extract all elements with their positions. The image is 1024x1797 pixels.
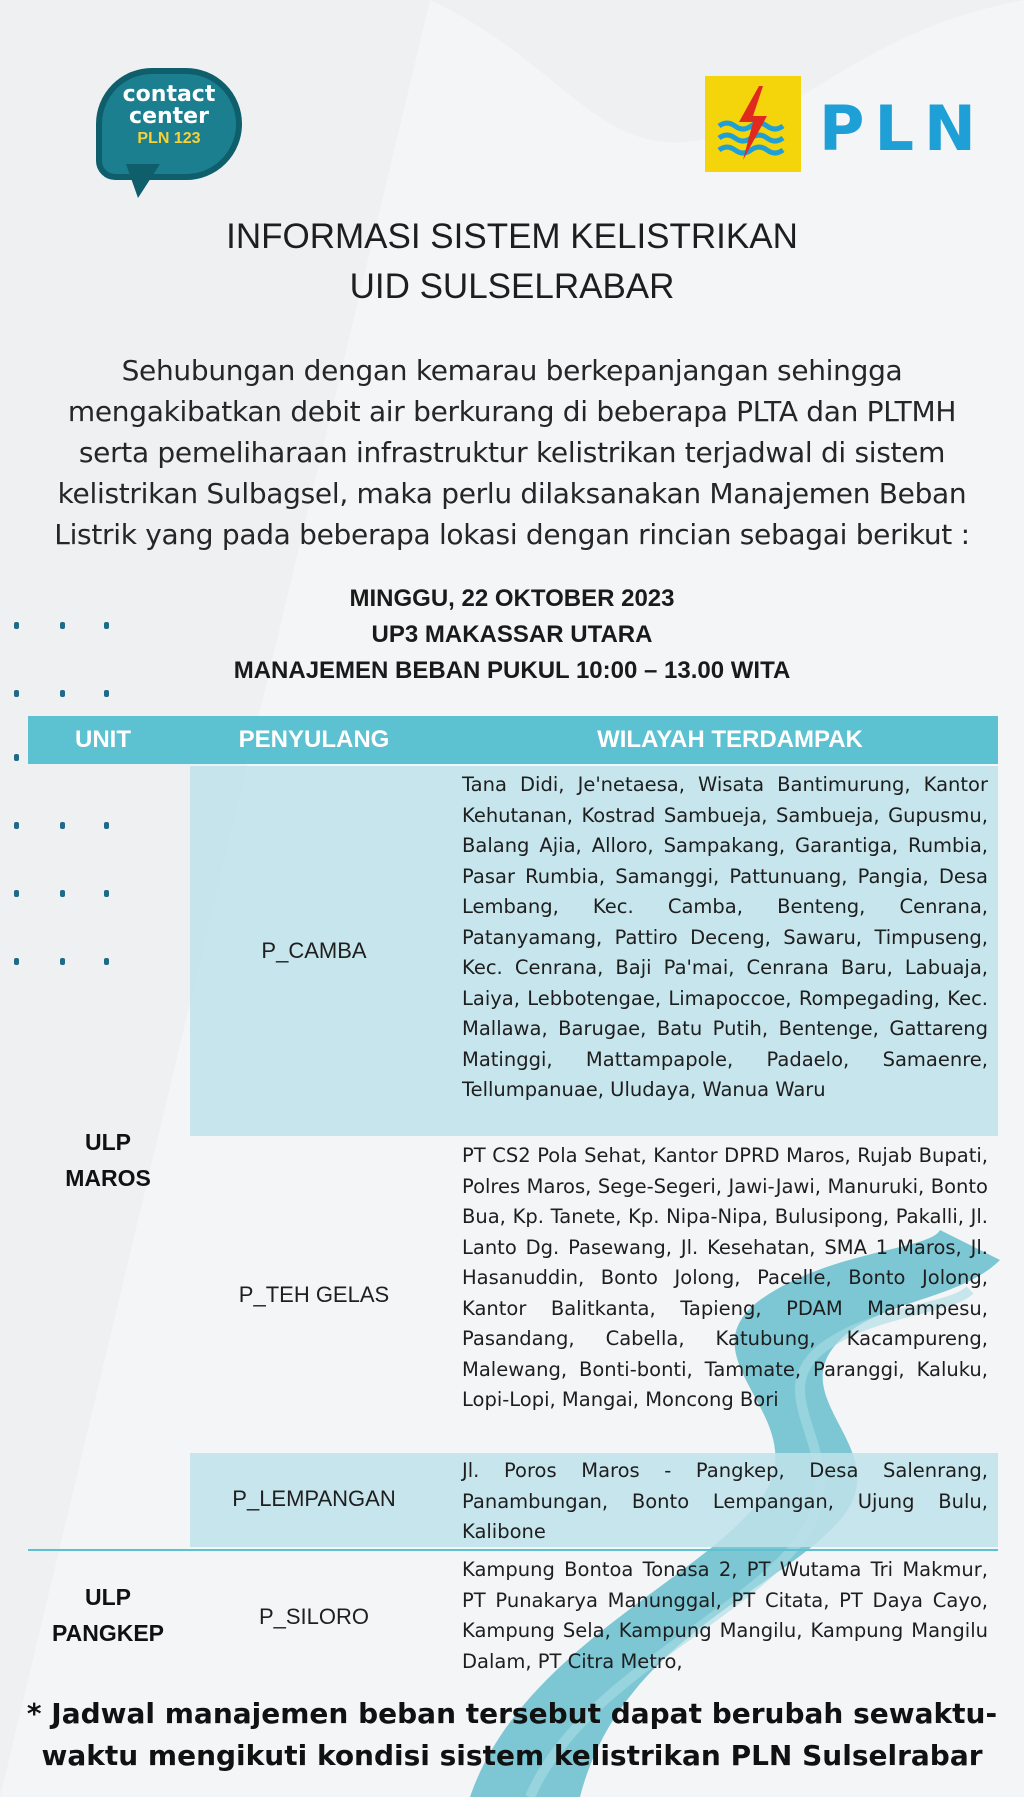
title-line-1: INFORMASI SISTEM KELISTRIKAN	[226, 217, 798, 256]
decorative-dot	[104, 890, 109, 897]
footnote: * Jadwal manajemen beban tersebut dapat berubah sewaktu-waktu mengikuti kondisi sistem kelistrikan PLN Sulselrabar	[26, 1697, 998, 1772]
title-line-2: UID SULSELRABAR	[349, 267, 675, 306]
logo-text-pln123: PLN 123	[137, 130, 201, 147]
areas-siloro: Kampung Bontoa Tonasa 2, PT Wutama Tri Makmur, PT Punakarya Manunggal, PT Citata, PT Daya Cayo, Kampung Sela, Kampung Mangilu, Kampung Mangilu Dalam, PT Citra Metro,	[462, 1558, 988, 1673]
areas-camba: Tana Didi, Je'netaesa, Wisata Bantimurung, Kantor Kehutanan, Kostrad Sambueja, Sambueja, Gupusmu, Balang Ajia, Alloro, Sampakang, Garantiga, Rumbia, Pasar Rumbia, Samanggi, Pattunuang, Pangia, Desa Lembang, Kec. Camba, Benteng, Cenrana, Patanyamang, Pattiro Deceng, Sawaru, Timpuseng, Kec. Cenrana, Baji Pa'mai, Cenrana Baru, Labuaja, Laiya, Lebbotengae, Limapoccoe, Rompegading, Kec. Mallawa, Barugae, Batu Putih, Bentenge, Gattareng Matinggi, Mattampapole, Padaelo, Samaenre, Tellumpanuae, Uludaya, Wanua Waru	[462, 773, 988, 1101]
decorative-dot	[104, 690, 109, 697]
areas-lempangan: Jl. Poros Maros - Pangkep, Desa Salenrang, Panambungan, Bonto Lempangan, Ujung Bulu, Kalibone	[462, 1459, 988, 1543]
pln-logo	[705, 76, 995, 172]
intro-paragraph: Sehubungan dengan kemarau berkepanjangan sehingga mengakibatkan debit air berkurang di beberapa PLTA dan PLTMH serta pemeliharaan infrastruktur kelistrikan terjadwal di sistem kelistrikan Sulbagsel, maka perlu dilaksanakan Manajemen Beban Listrik yang pada beberapa lokasi dengan rincian sebagai berikut :	[54, 354, 970, 551]
pln-lightning-icon	[705, 76, 801, 172]
unit-pangkep-line2: PANGKEP	[51, 1620, 165, 1646]
unit-maros-line1: ULP	[85, 1129, 131, 1155]
table-header	[28, 716, 998, 764]
decorative-dot	[14, 958, 19, 965]
decorative-dot	[14, 890, 19, 897]
page-title	[0, 212, 1024, 312]
schedule-date: MINGGU, 22 OKTOBER 2023	[349, 585, 675, 612]
feeder-camba: P_CAMBA	[261, 938, 367, 963]
feeder-teh-gelas: P_TEH GELAS	[238, 1282, 390, 1307]
decorative-dot	[60, 958, 65, 965]
header-unit: UNIT	[75, 726, 131, 753]
decorative-dot	[60, 690, 65, 697]
unit-pangkep	[28, 1579, 188, 1651]
logo-text-center: center	[129, 104, 209, 129]
decorative-dot	[60, 822, 65, 829]
header-wilayah: WILAYAH TERDAMPAK	[597, 726, 863, 753]
speech-bubble-tail	[126, 164, 160, 198]
table-divider	[28, 1549, 998, 1551]
schedule-time: MANAJEMEN BEBAN PUKUL 10:00 – 13.00 WITA	[233, 657, 791, 684]
header-penyulang: PENYULANG	[238, 726, 390, 753]
feeder-lempangan: P_LEMPANGAN	[232, 1486, 396, 1511]
contact-center-logo	[96, 68, 246, 198]
decorative-dot	[104, 822, 109, 829]
decorative-dot	[14, 690, 19, 697]
pln-logo-text: PLN	[819, 92, 986, 165]
feeder-siloro: P_SILORO	[258, 1604, 370, 1629]
decorative-dot	[14, 822, 19, 829]
decorative-dot	[104, 958, 109, 965]
decorative-dot	[60, 890, 65, 897]
unit-pangkep-line1: ULP	[85, 1584, 131, 1610]
logo-text-contact: contact	[122, 82, 216, 107]
schedule-block	[0, 581, 1024, 689]
areas-teh-gelas: PT CS2 Pola Sehat, Kantor DPRD Maros, Rujab Bupati, Polres Maros, Sege-Segeri, Jawi-Jawi, Manuruki, Bonto Bua, Kp. Tanete, Kp. Nipa-Nipa, Bulusipong, Pakalli, Jl. Lanto Dg. Pasewang, Jl. Kesehatan, SMA 1 Maros, Jl. Hasanuddin, Bonto Jolong, Pacelle, Bonto Jolong, Kantor Balitkanta, Tapieng, PDAM Marampesu, Pasandang, Cabella, Katubung, Kacampureng, Malewang, Bonti-bonti, Tammate, Paranggi, Kaluku, Lopi-Lopi, Mangai, Moncong Bori	[462, 1144, 988, 1411]
decorative-dot	[14, 754, 19, 761]
unit-maros-line2: MAROS	[65, 1165, 151, 1191]
unit-maros	[28, 1124, 188, 1196]
schedule-area: UP3 MAKASSAR UTARA	[371, 621, 653, 648]
